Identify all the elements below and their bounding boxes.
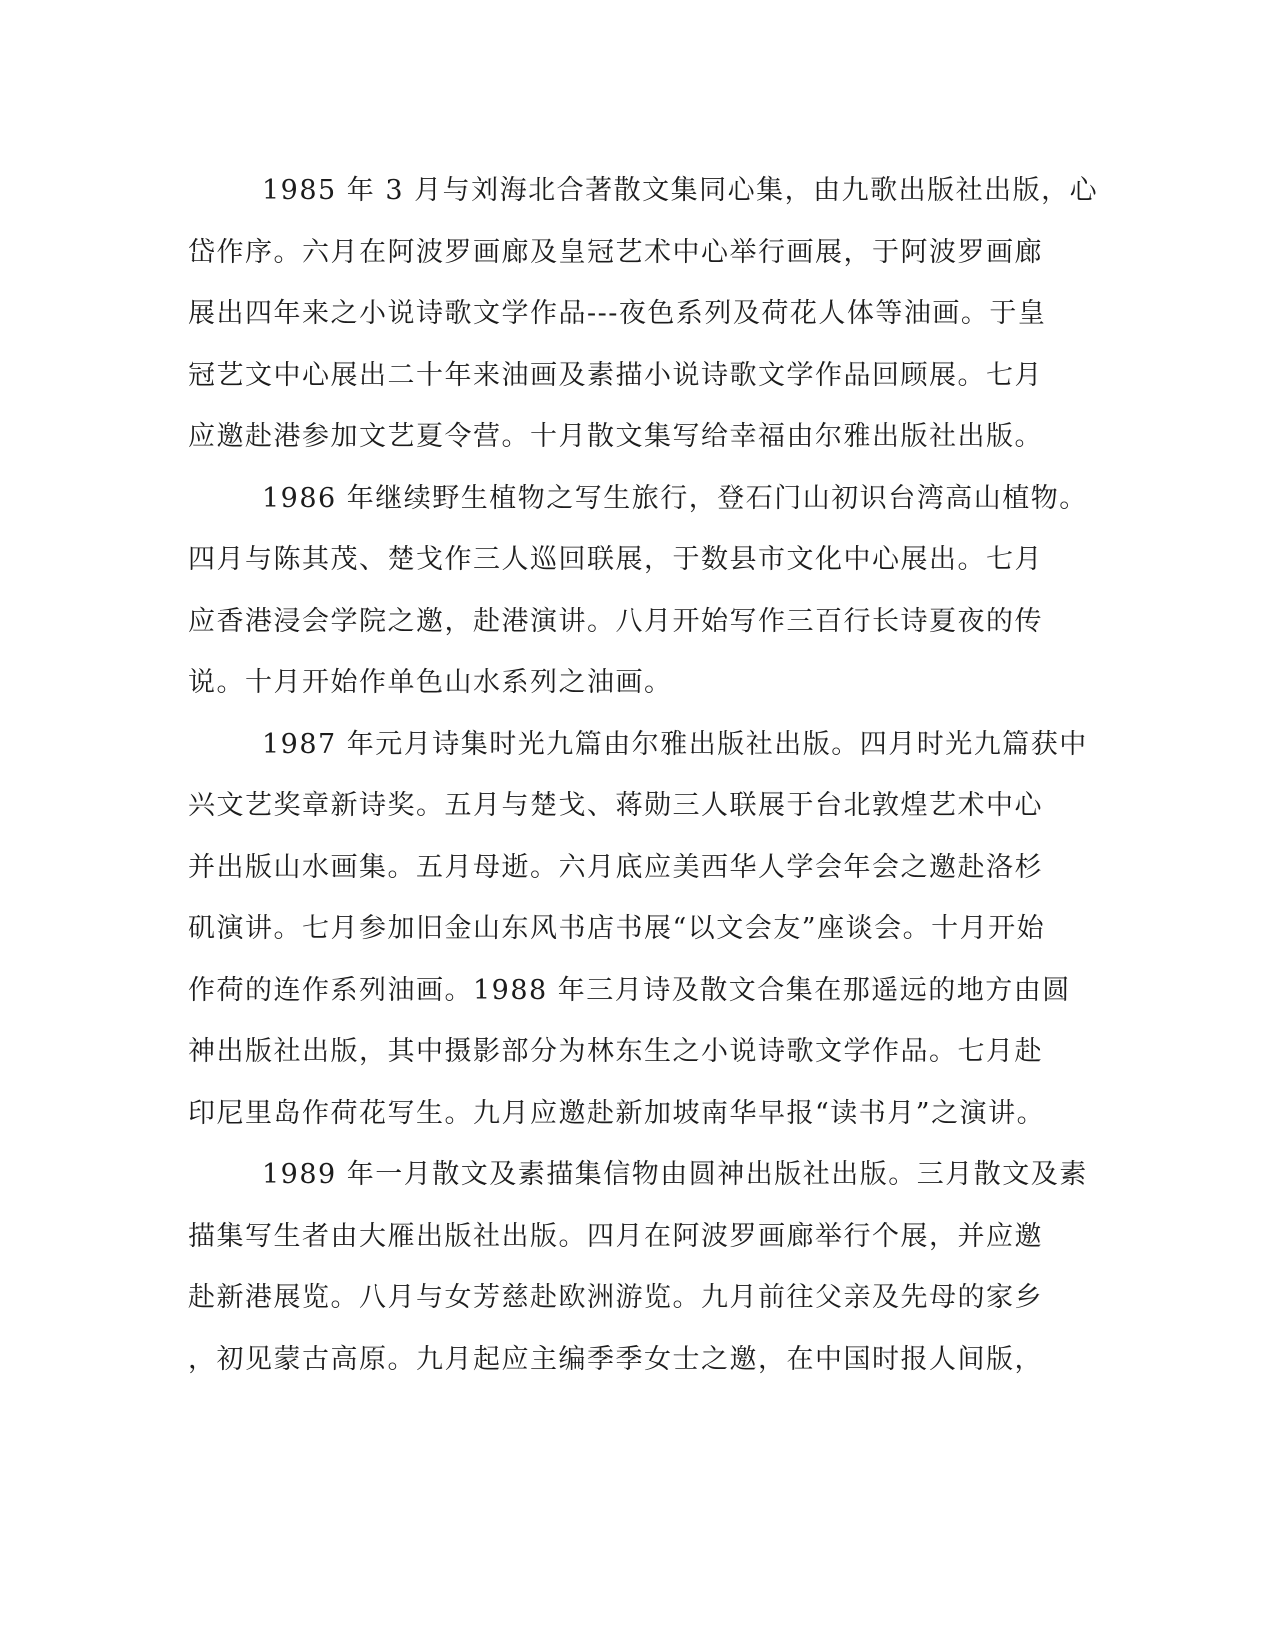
text-line: 1985 年 3 月与刘海北合著散文集同心集，由九歌出版社出版，心: [262, 175, 1099, 206]
text-line: 兴文艺奖章新诗奖。五月与楚戈、蒋勋三人联展于台北敦煌艺术中心: [188, 790, 1043, 821]
paragraph-1985: [188, 160, 1099, 468]
text-line: 神出版社出版，其中摄影部分为林东生之小说诗歌文学作品。七月赴: [188, 1036, 1043, 1067]
text-line: 1987 年元月诗集时光九篇由尔雅出版社出版。四月时光九篇获中: [262, 728, 1088, 760]
text-line: 矶演讲。七月参加旧金山东风书店书展“以文会友”座谈会。十月开始: [188, 913, 1046, 944]
document-body: [188, 160, 1099, 1390]
paragraph-1987: [188, 714, 1088, 1145]
text-line: 应香港浸会学院之邀，赴港演讲。八月开始写作三百行长诗夏夜的传: [188, 605, 1043, 637]
text-line: 四月与陈其茂、楚戈作三人巡回联展，于数县市文化中心展出。七月: [188, 544, 1043, 575]
text-line: 印尼里岛作荷花写生。九月应邀赴新加坡南华早报“读书月”之演讲。: [188, 1097, 1046, 1129]
text-line: 1986 年继续野生植物之写生旅行，登石门山初识台湾高山植物。: [262, 482, 1088, 514]
text-line: 作荷的连作系列油画。1988 年三月诗及散文合集在那遥远的地方由圆: [188, 974, 1071, 1006]
text-line: ，初见蒙古高原。九月起应主编季季女士之邀，在中国时报人间版，: [188, 1343, 1043, 1375]
text-line: 并出版山水画集。五月母逝。六月底应美西华人学会年会之邀赴洛杉: [188, 851, 1043, 883]
text-line: 赴新港展览。八月与女芳慈赴欧洲游览。九月前往父亲及先母的家乡: [188, 1282, 1043, 1313]
paragraph-1989: [188, 1144, 1088, 1390]
text-line: 应邀赴港参加文艺夏令营。十月散文集写给幸福由尔雅出版社出版。: [188, 421, 1043, 452]
text-line: 冠艺文中心展出二十年来油画及素描小说诗歌文学作品回顾展。七月: [188, 359, 1043, 391]
text-line: 描集写生者由大雁出版社出版。四月在阿波罗画廊举行个展，并应邀: [188, 1220, 1043, 1252]
text-line: 岱作序。六月在阿波罗画廊及皇冠艺术中心举行画展，于阿波罗画廊: [188, 236, 1043, 268]
text-line: 展出四年来之小说诗歌文学作品---夜色系列及荷花人体等油画。于皇: [188, 298, 1047, 329]
text-line: 1989 年一月散文及素描集信物由圆神出版社出版。三月散文及素: [262, 1159, 1088, 1190]
text-line: 说。十月开始作单色山水系列之油画。: [188, 667, 673, 698]
paragraph-1986: [188, 468, 1088, 714]
